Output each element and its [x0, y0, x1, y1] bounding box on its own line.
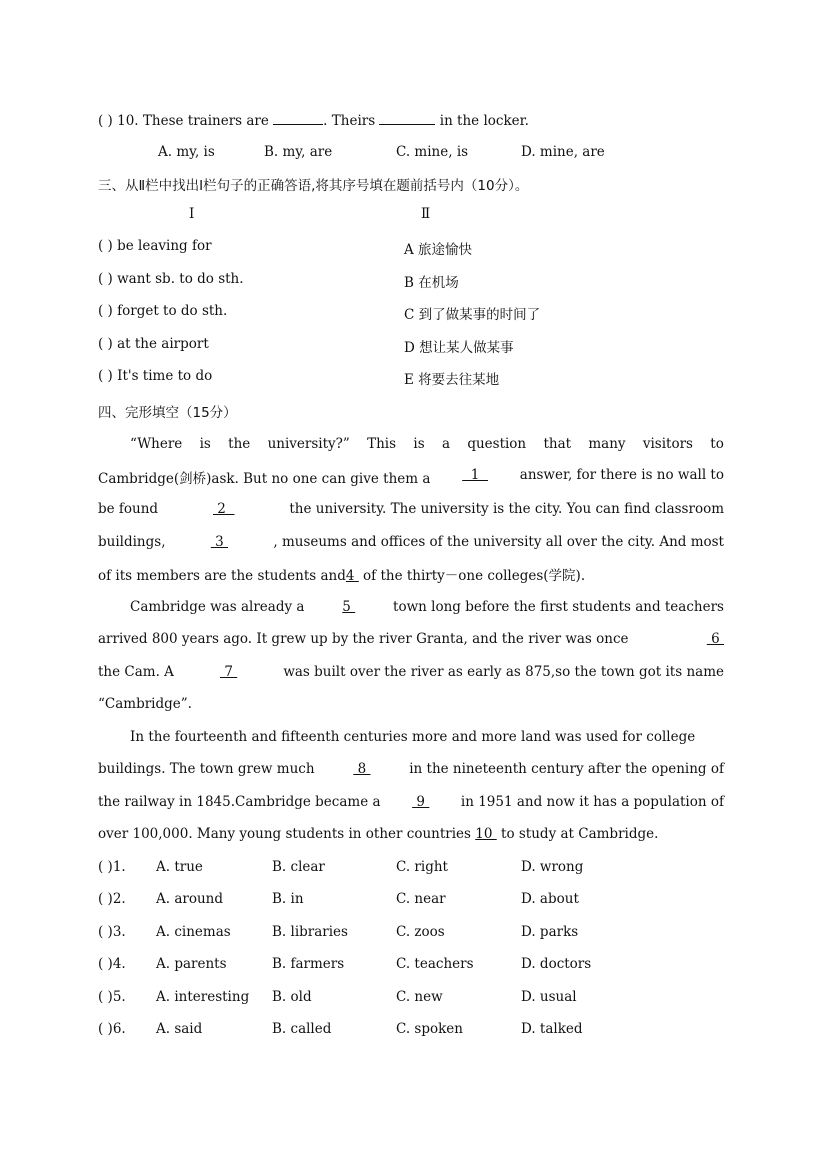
p2-line-1: Cambridge was already a 5 town long before the first students and teachers	[130, 599, 724, 615]
p2-line-3: the Cam. A 7 was built over the river as early as 875,so the town got its name	[98, 664, 724, 680]
option-d[interactable]: D. talked	[521, 1021, 583, 1037]
option-a[interactable]: A. cinemas	[156, 924, 231, 940]
blank-6[interactable]: 6	[706, 631, 724, 647]
option-c[interactable]: C. spoken	[396, 1021, 463, 1037]
option-d[interactable]: D. wrong	[521, 859, 584, 875]
match-right-item: B 在机场	[404, 275, 459, 291]
match-left-item: ( ) It's time to do	[98, 368, 213, 384]
option-d[interactable]: D. parks	[521, 924, 579, 940]
option-a[interactable]: A. around	[156, 891, 223, 907]
p3-line-3: the railway in 1845.Cambridge became a 9 in 1951 and now it has a population of	[98, 794, 724, 810]
p2-line-2: arrived 800 years ago. It grew up by the river Granta, and the river was once 6	[98, 631, 724, 647]
p3-line-1: In the fourteenth and fifteenth centuries more and more land was used for college	[130, 729, 696, 745]
q10-option-d: D. mine, are	[521, 144, 605, 160]
blank-4[interactable]: 4	[345, 568, 359, 584]
q10-prefix: ( ) 10. These trainers are	[98, 113, 269, 129]
match-left-item: ( ) want sb. to do sth.	[98, 271, 244, 287]
question-10	[98, 110, 529, 129]
p1-line-1: “Where is the university?” This is a question that many visitors to	[130, 436, 724, 452]
option-b[interactable]: B. old	[272, 989, 312, 1005]
option-b[interactable]: B. farmers	[272, 956, 345, 972]
blank-3[interactable]: 3	[210, 534, 229, 550]
option-a[interactable]: A. parents	[156, 956, 227, 972]
p1-line-4: buildings, 3 , museums and offices of the university all over the city. And most	[98, 534, 724, 550]
q10-mid: . Theirs	[323, 113, 376, 129]
option-a[interactable]: A. interesting	[156, 989, 250, 1005]
section4-heading: 四、完形填空（15分）	[98, 405, 237, 421]
option-c[interactable]: C. new	[396, 989, 443, 1005]
option-d[interactable]: D. usual	[521, 989, 577, 1005]
match-right-item: E 将要去往某地	[404, 372, 500, 388]
option-a[interactable]: A. true	[156, 859, 203, 875]
option-b[interactable]: B. called	[272, 1021, 332, 1037]
option-c[interactable]: C. teachers	[396, 956, 474, 972]
option-c[interactable]: C. near	[396, 891, 446, 907]
match-left-item: ( ) forget to do sth.	[98, 303, 228, 319]
q10-blank-1[interactable]	[273, 110, 323, 125]
blank-7[interactable]: 7	[220, 664, 238, 680]
option-c[interactable]: C. zoos	[396, 924, 445, 940]
match-left-item: ( ) at the airport	[98, 336, 209, 352]
blank-8[interactable]: 8	[353, 761, 371, 777]
p1-line-5: of its members are the students and4 of the thirty－one colleges(学院).	[98, 568, 586, 584]
option-d[interactable]: D. doctors	[521, 956, 592, 972]
p3-line-4: over 100,000. Many young students in other countries 10 to study at Cambridge.	[98, 826, 659, 842]
option-b[interactable]: B. in	[272, 891, 304, 907]
col1-header: Ⅰ	[189, 206, 195, 222]
p1-line-3: be found 2 the university. The university is the city. You can find classroom	[98, 501, 724, 517]
blank-9[interactable]: 9	[412, 794, 430, 810]
match-right-item: C 到了做某事的时间了	[404, 307, 541, 323]
blank-1[interactable]: 1	[462, 467, 488, 483]
blank-10[interactable]: 10	[475, 826, 497, 842]
match-left-item: ( ) be leaving for	[98, 238, 212, 254]
q10-blank-2[interactable]	[379, 110, 435, 125]
option-c[interactable]: C. right	[396, 859, 448, 875]
p3-line-2: buildings. The town grew much 8 in the nineteenth century after the opening of	[98, 761, 724, 777]
q10-option-c: C. mine, is	[396, 144, 469, 160]
q10-option-a: A. my, is	[158, 144, 215, 160]
p2-line-4: “Cambridge”.	[98, 696, 192, 712]
option-b[interactable]: B. libraries	[272, 924, 348, 940]
q10-suffix: in the locker.	[439, 113, 529, 129]
p1-line-2: Cambridge(剑桥)ask. But no one can give them a 1 answer, for there is no wall to	[98, 467, 724, 487]
option-d[interactable]: D. about	[521, 891, 579, 907]
match-right-item: A 旅途愉快	[404, 242, 473, 258]
match-right-item: D 想让某人做某事	[404, 340, 514, 356]
blank-2[interactable]: 2	[212, 501, 235, 517]
option-a[interactable]: A. said	[156, 1021, 203, 1037]
option-b[interactable]: B. clear	[272, 859, 325, 875]
q10-option-b: B. my, are	[264, 144, 333, 160]
blank-5[interactable]: 5	[342, 599, 356, 615]
col2-header: Ⅱ	[421, 206, 431, 222]
section3-heading: 三、从Ⅱ栏中找出Ⅰ栏句子的正确答语,将其序号填在题前括号内（10分）。	[98, 178, 529, 194]
